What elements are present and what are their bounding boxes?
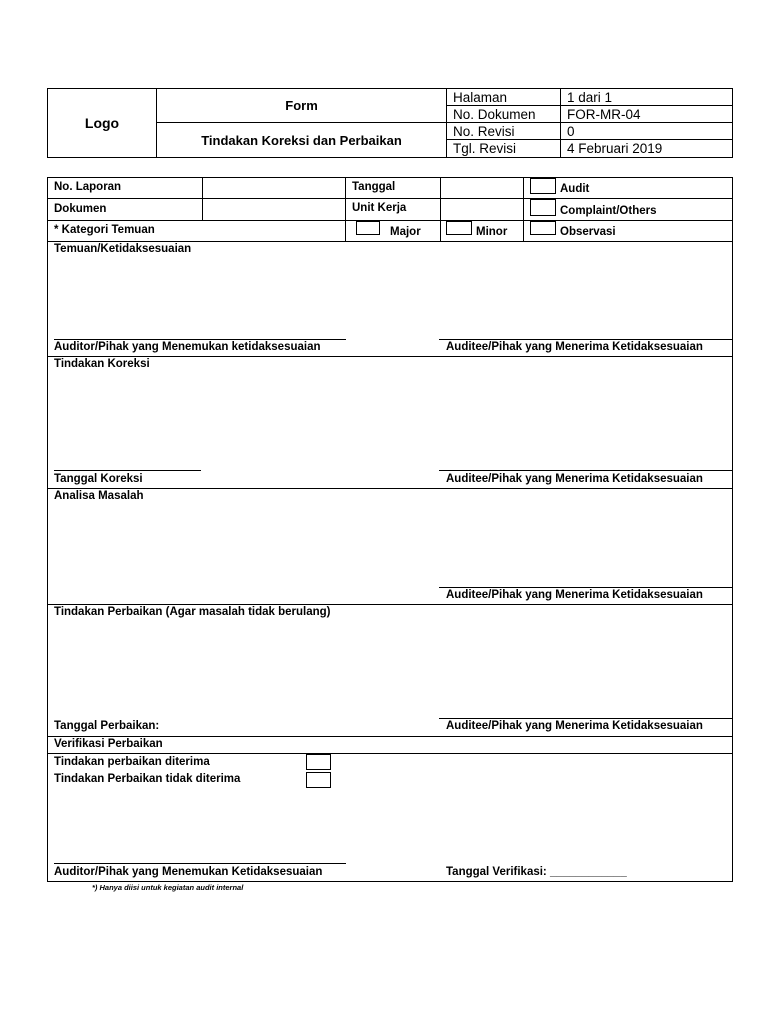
signature-line <box>439 470 732 471</box>
major-checkbox[interactable] <box>356 221 380 235</box>
diterima-label: Tindakan perbaikan diterima <box>54 756 210 768</box>
verif-tanggal-label: Tanggal Verifikasi: ____________ <box>446 866 627 878</box>
unit-kerja-input[interactable] <box>441 200 522 219</box>
koreksi-heading: Tindakan Koreksi <box>54 358 150 370</box>
info-row-tgl-revisi <box>447 140 732 157</box>
koreksi-textarea[interactable] <box>54 375 726 469</box>
temuan-auditor-label: Auditor/Pihak yang Menemukan ketidaksesuaian <box>54 341 321 353</box>
info-row-revisi <box>447 123 732 140</box>
verifikasi-heading: Verifikasi Perbaikan <box>54 738 163 750</box>
divider <box>48 198 732 199</box>
signature-line <box>439 587 732 588</box>
koreksi-auditee-label: Auditee/Pihak yang Menerima Ketidaksesuaian <box>446 473 703 485</box>
audit-label: Audit <box>560 183 590 195</box>
temuan-auditee-label: Auditee/Pihak yang Menerima Ketidaksesuaian <box>446 341 703 353</box>
divider <box>48 241 732 242</box>
divider <box>345 178 346 241</box>
signature-line <box>439 718 732 719</box>
analisa-heading: Analisa Masalah <box>54 490 144 502</box>
info-value: 4 Februari 2019 <box>567 141 663 156</box>
tidak-diterima-checkbox[interactable] <box>306 772 331 788</box>
info-key: No. Dokumen <box>447 106 561 122</box>
kategori-label: * Kategori Temuan <box>54 224 155 236</box>
info-key: No. Revisi <box>447 123 561 139</box>
signature-line <box>54 863 346 864</box>
divider <box>48 604 732 605</box>
tanggal-label: Tanggal <box>352 181 396 193</box>
document-info <box>447 89 732 157</box>
minor-checkbox[interactable] <box>446 221 472 235</box>
koreksi-tanggal-label: Tanggal Koreksi <box>54 473 143 485</box>
info-row-halaman <box>447 89 732 106</box>
signature-line <box>439 339 732 340</box>
divider <box>523 178 524 241</box>
info-key: Halaman <box>447 89 561 105</box>
info-key: Tgl. Revisi <box>447 140 561 157</box>
header-table <box>47 88 733 158</box>
divider <box>48 356 732 357</box>
signature-line <box>54 470 201 471</box>
complaint-checkbox[interactable] <box>530 199 556 216</box>
footnote: *) Hanya diisi untuk kegiatan audit internal <box>92 883 244 892</box>
header-title-block <box>157 89 447 157</box>
info-value: 0 <box>567 124 575 139</box>
divider <box>48 488 732 489</box>
perbaikan-heading: Tindakan Perbaikan (Agar masalah tidak berulang) <box>54 606 331 618</box>
signature-line <box>54 339 346 340</box>
tidak-diterima-label: Tindakan Perbaikan tidak diterima <box>54 773 241 785</box>
info-value: FOR-MR-04 <box>567 107 641 122</box>
unit-kerja-label: Unit Kerja <box>352 202 407 214</box>
complaint-label: Complaint/Others <box>560 205 657 217</box>
dokumen-label: Dokumen <box>54 203 107 215</box>
verifikasi-notes-area[interactable] <box>54 792 726 860</box>
minor-label: Minor <box>476 226 508 238</box>
divider <box>48 753 732 754</box>
logo: Logo <box>48 89 157 157</box>
info-row-dokumen <box>447 106 732 123</box>
perbaikan-auditee-label: Auditee/Pihak yang Menerima Ketidaksesuaian <box>446 720 703 732</box>
perbaikan-textarea[interactable] <box>54 624 726 716</box>
form-label: Form <box>157 89 446 123</box>
verif-auditor-label: Auditor/Pihak yang Menemukan Ketidaksesuaian <box>54 866 323 878</box>
info-value: 1 dari 1 <box>567 90 613 105</box>
dokumen-input[interactable] <box>203 200 344 219</box>
temuan-textarea[interactable] <box>54 260 726 338</box>
observasi-checkbox[interactable] <box>530 221 556 235</box>
perbaikan-tanggal-label: Tanggal Perbaikan: <box>54 720 160 732</box>
report-form <box>47 177 733 882</box>
no-laporan-label: No. Laporan <box>54 181 122 193</box>
document-title: Tindakan Koreksi dan Perbaikan <box>201 132 402 148</box>
tanggal-input[interactable] <box>441 179 522 197</box>
no-laporan-input[interactable] <box>203 179 344 197</box>
diterima-checkbox[interactable] <box>306 754 331 770</box>
analisa-textarea[interactable] <box>54 507 726 586</box>
observasi-label: Observasi <box>560 226 616 238</box>
analisa-auditee-label: Auditee/Pihak yang Menerima Ketidaksesuaian <box>446 589 703 601</box>
major-label: Major <box>390 226 421 238</box>
audit-checkbox[interactable] <box>530 178 556 194</box>
temuan-heading: Temuan/Ketidaksesuaian <box>54 243 192 255</box>
divider <box>48 220 732 221</box>
divider <box>48 736 732 737</box>
